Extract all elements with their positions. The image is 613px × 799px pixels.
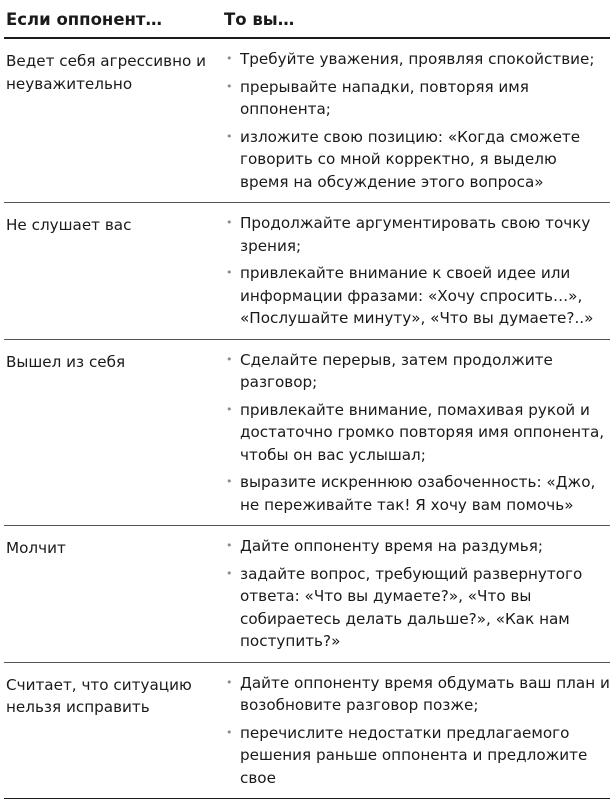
actions-cell	[216, 339, 610, 526]
action-item: • задайте вопрос, требующий развернутого ответа: «Что вы думаете?», «Что вы собираетесь делать дальше?», «Как нам поступить?»	[224, 563, 610, 653]
action-item: • Дайте оппоненту время обдумать ваш план и возобновите разговор позже;	[224, 672, 610, 717]
condition-cell: Не слушает вас	[4, 203, 216, 340]
table-row	[4, 339, 610, 526]
header-actions: То вы…	[216, 6, 610, 38]
header-row	[4, 6, 610, 38]
action-item: • Сделайте перерыв, затем продолжите разговор;	[224, 349, 610, 394]
action-item: • выразите искреннюю озабоченность: «Джо, не переживайте так! Я хочу вам помочь»	[224, 471, 610, 516]
action-item: • прерывайте нападки, повторяя имя оппонента;	[224, 76, 610, 121]
actions-cell	[216, 662, 610, 799]
action-item: • изложите свою позицию: «Когда сможете говорить со мной корректно, я выделю время на обсуждение этого вопроса»	[224, 126, 610, 194]
header-condition: Если оппонент…	[4, 6, 216, 38]
action-list	[224, 349, 610, 517]
condition-cell: Молчит	[4, 526, 216, 663]
actions-cell	[216, 203, 610, 340]
actions-cell	[216, 526, 610, 663]
action-list	[224, 535, 610, 653]
action-list	[224, 212, 610, 330]
action-item: • привлекайте внимание, помахивая рукой и достаточно громко повторяя имя оппонента, чтобы он вас услышал;	[224, 399, 610, 467]
condition-cell: Ведет себя агрессивно и неуважительно	[4, 38, 216, 203]
action-list	[224, 48, 610, 193]
action-item: • Требуйте уважения, проявляя спокойствие;	[224, 48, 610, 71]
table-row	[4, 662, 610, 799]
action-item: • перечислите недостатки предлагаемого решения раньше оппонента и предложите свое	[224, 722, 610, 790]
actions-cell	[216, 38, 610, 203]
table-row	[4, 526, 610, 663]
advice-table	[4, 6, 610, 799]
table-row	[4, 38, 610, 203]
table-row	[4, 203, 610, 340]
condition-cell: Вышел из себя	[4, 339, 216, 526]
action-item: • Дайте оппоненту время на раздумья;	[224, 535, 610, 558]
condition-cell: Считает, что ситуацию нельзя исправить	[4, 662, 216, 799]
action-list	[224, 672, 610, 790]
action-item: • привлекайте внимание к своей идее или информации фразами: «Хочу спросить…», «Послушайте минуту», «Что вы думаете?..»	[224, 262, 610, 330]
action-item: • Продолжайте аргументировать свою точку зрения;	[224, 212, 610, 257]
